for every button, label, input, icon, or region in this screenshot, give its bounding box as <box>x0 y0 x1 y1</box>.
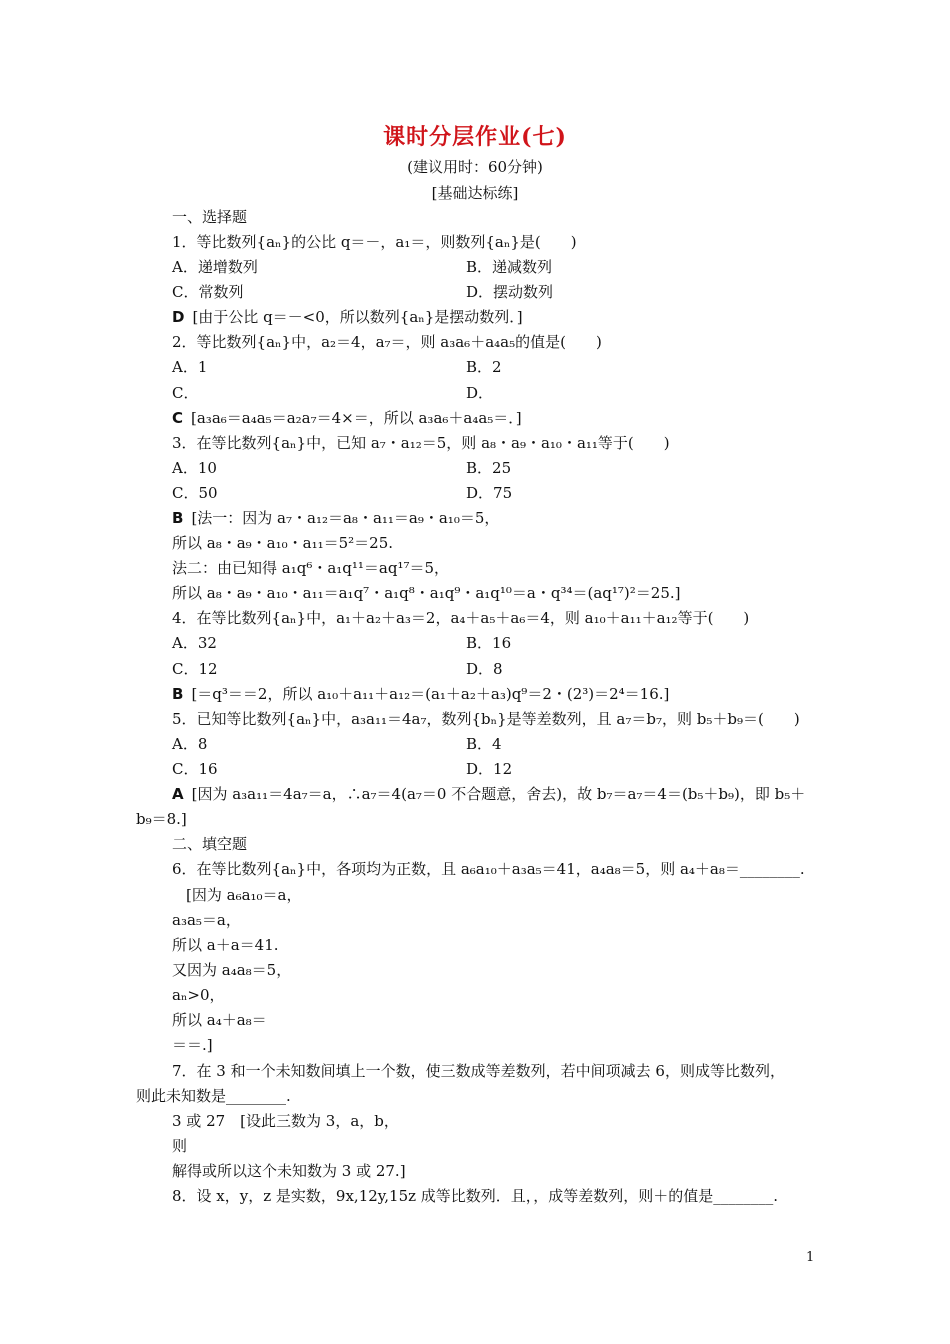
option-d: D．12 <box>466 760 513 778</box>
explanation: a₃a₅＝a， <box>172 911 241 929</box>
answer-line <box>172 684 669 704</box>
section-heading: 二、填空题 <box>172 835 248 853</box>
option-c: C．常数列 <box>172 283 244 301</box>
explanation: 解得或所以这个未知数为 3 或 27.] <box>172 1162 406 1180</box>
explanation: [因为 a₆a₁₀＝a， <box>186 886 302 904</box>
page-title: 课时分层作业(七) <box>383 124 567 150</box>
level-label: [基础达标练] <box>431 184 519 202</box>
answer-letter: A <box>172 785 184 803</box>
explanation: [由于公比 q＝－<0，所以数列{aₙ}是摆动数列．] <box>192 308 523 326</box>
option-a: A．32 <box>172 634 217 652</box>
option-a: A．8 <box>172 735 208 753</box>
question-stem: 4．在等比数列{aₙ}中，a₁＋a₂＋a₃＝2，a₄＋a₅＋a₆＝4，则 a₁₀＋a₁₁＋a₁₂等于( ) <box>172 609 750 627</box>
answer-letter: D <box>172 308 185 326</box>
option-b: B．25 <box>466 459 512 477</box>
option-b: B．2 <box>466 358 502 376</box>
option-b: B．16 <box>466 634 512 652</box>
option-d: D． <box>466 384 494 402</box>
explanation: b₉＝8.] <box>136 810 187 828</box>
explanation: [法一：因为 a₇・a₁₂＝a₈・a₁₁＝a₉・a₁₀＝5， <box>191 509 500 527</box>
option-c: C． <box>172 384 199 402</box>
answer-letter: B <box>172 685 184 703</box>
option-d: D．摆动数列 <box>466 283 554 301</box>
answer-line <box>172 307 523 327</box>
answer-letter: B <box>172 509 184 527</box>
answer-line <box>172 408 522 428</box>
page-number: 1 <box>806 1250 815 1265</box>
option-d: D．75 <box>466 484 513 502</box>
explanation: 又因为 a₄a₈＝5， <box>172 961 292 979</box>
explanation: [因为 a₃a₁₁＝4a₇＝a，∴a₇＝4(a₇＝0 不合题意，舍去)，故 b₇＝a₇＝4＝(b₅＋b₉)，即 b₅＋ <box>191 785 806 803</box>
answer-line <box>172 784 805 804</box>
explanation: aₙ>0， <box>172 986 225 1004</box>
option-b: B．递减数列 <box>466 258 553 276</box>
question-stem: 6．在等比数列{aₙ}中，各项均为正数，且 a₆a₁₀＋a₃a₅＝41，a₄a₈＝5，则 a₄＋a₈＝________. <box>172 860 805 878</box>
option-a: A．1 <box>172 358 208 376</box>
option-d: D．8 <box>466 660 503 678</box>
question-stem: 2．等比数列{aₙ}中，a₂＝4，a₇＝，则 a₃a₆＋a₄a₅的值是( ) <box>172 333 602 351</box>
explanation: 则 <box>172 1137 188 1155</box>
explanation: 3 或 27 [设此三数为 3，a，b， <box>172 1112 399 1130</box>
explanation: 所以 a₄＋a₈＝ <box>172 1011 267 1029</box>
question-stem: 则此未知数是________. <box>136 1087 291 1105</box>
explanation: ＝＝.] <box>172 1036 213 1054</box>
option-c: C．50 <box>172 484 218 502</box>
option-b: B．4 <box>466 735 502 753</box>
explanation: 所以 a＋a＝41. <box>172 936 279 954</box>
question-stem: 5．已知等比数列{aₙ}中，a₃a₁₁＝4a₇，数列{bₙ}是等差数列，且 a₇＝b₇，则 b₅＋b₉＝( ) <box>172 710 800 728</box>
explanation: 法二：由已知得 a₁q⁶・a₁q¹¹＝aq¹⁷＝5， <box>172 559 450 577</box>
option-a: A．递增数列 <box>172 258 258 276</box>
explanation: [a₃a₆＝a₄a₅＝a₂a₇＝4×＝，所以 a₃a₆＋a₄a₅＝．] <box>191 409 522 427</box>
explanation: 所以 a₈・a₉・a₁₀・a₁₁＝5²＝25. <box>172 534 394 552</box>
answer-letter: C <box>172 409 184 427</box>
time-hint: (建议用时：60分钟) <box>407 158 543 176</box>
question-stem: 3．在等比数列{aₙ}中，已知 a₇・a₁₂＝5，则 a₈・a₉・a₁₀・a₁₁等于( ) <box>172 434 670 452</box>
question-stem: 7．在 3 和一个未知数间填上一个数，使三数成等差数列，若中间项减去 6，则成等比数列， <box>172 1062 785 1080</box>
option-c: C．12 <box>172 660 218 678</box>
answer-line <box>172 508 499 528</box>
section-heading: 一、选择题 <box>172 208 248 226</box>
explanation: 所以 a₈・a₉・a₁₀・a₁₁＝a₁q⁷・a₁q⁸・a₁q⁹・a₁q¹⁰＝a・q³⁴＝(aq¹⁷)²＝25.] <box>172 584 681 602</box>
question-stem: 1．等比数列{aₙ}的公比 q＝－，a₁＝，则数列{aₙ}是( ) <box>172 233 577 251</box>
option-c: C．16 <box>172 760 218 778</box>
explanation: [＝q³＝＝2，所以 a₁₀＋a₁₁＋a₁₂＝(a₁＋a₂＋a₃)q⁹＝2・(2³)＝2⁴＝16.] <box>191 685 670 703</box>
option-a: A．10 <box>172 459 217 477</box>
question-stem: 8．设 x，y，z 是实数，9x,12y,15z 成等比数列．且，，成等差数列，则＋的值是________. <box>172 1187 779 1205</box>
